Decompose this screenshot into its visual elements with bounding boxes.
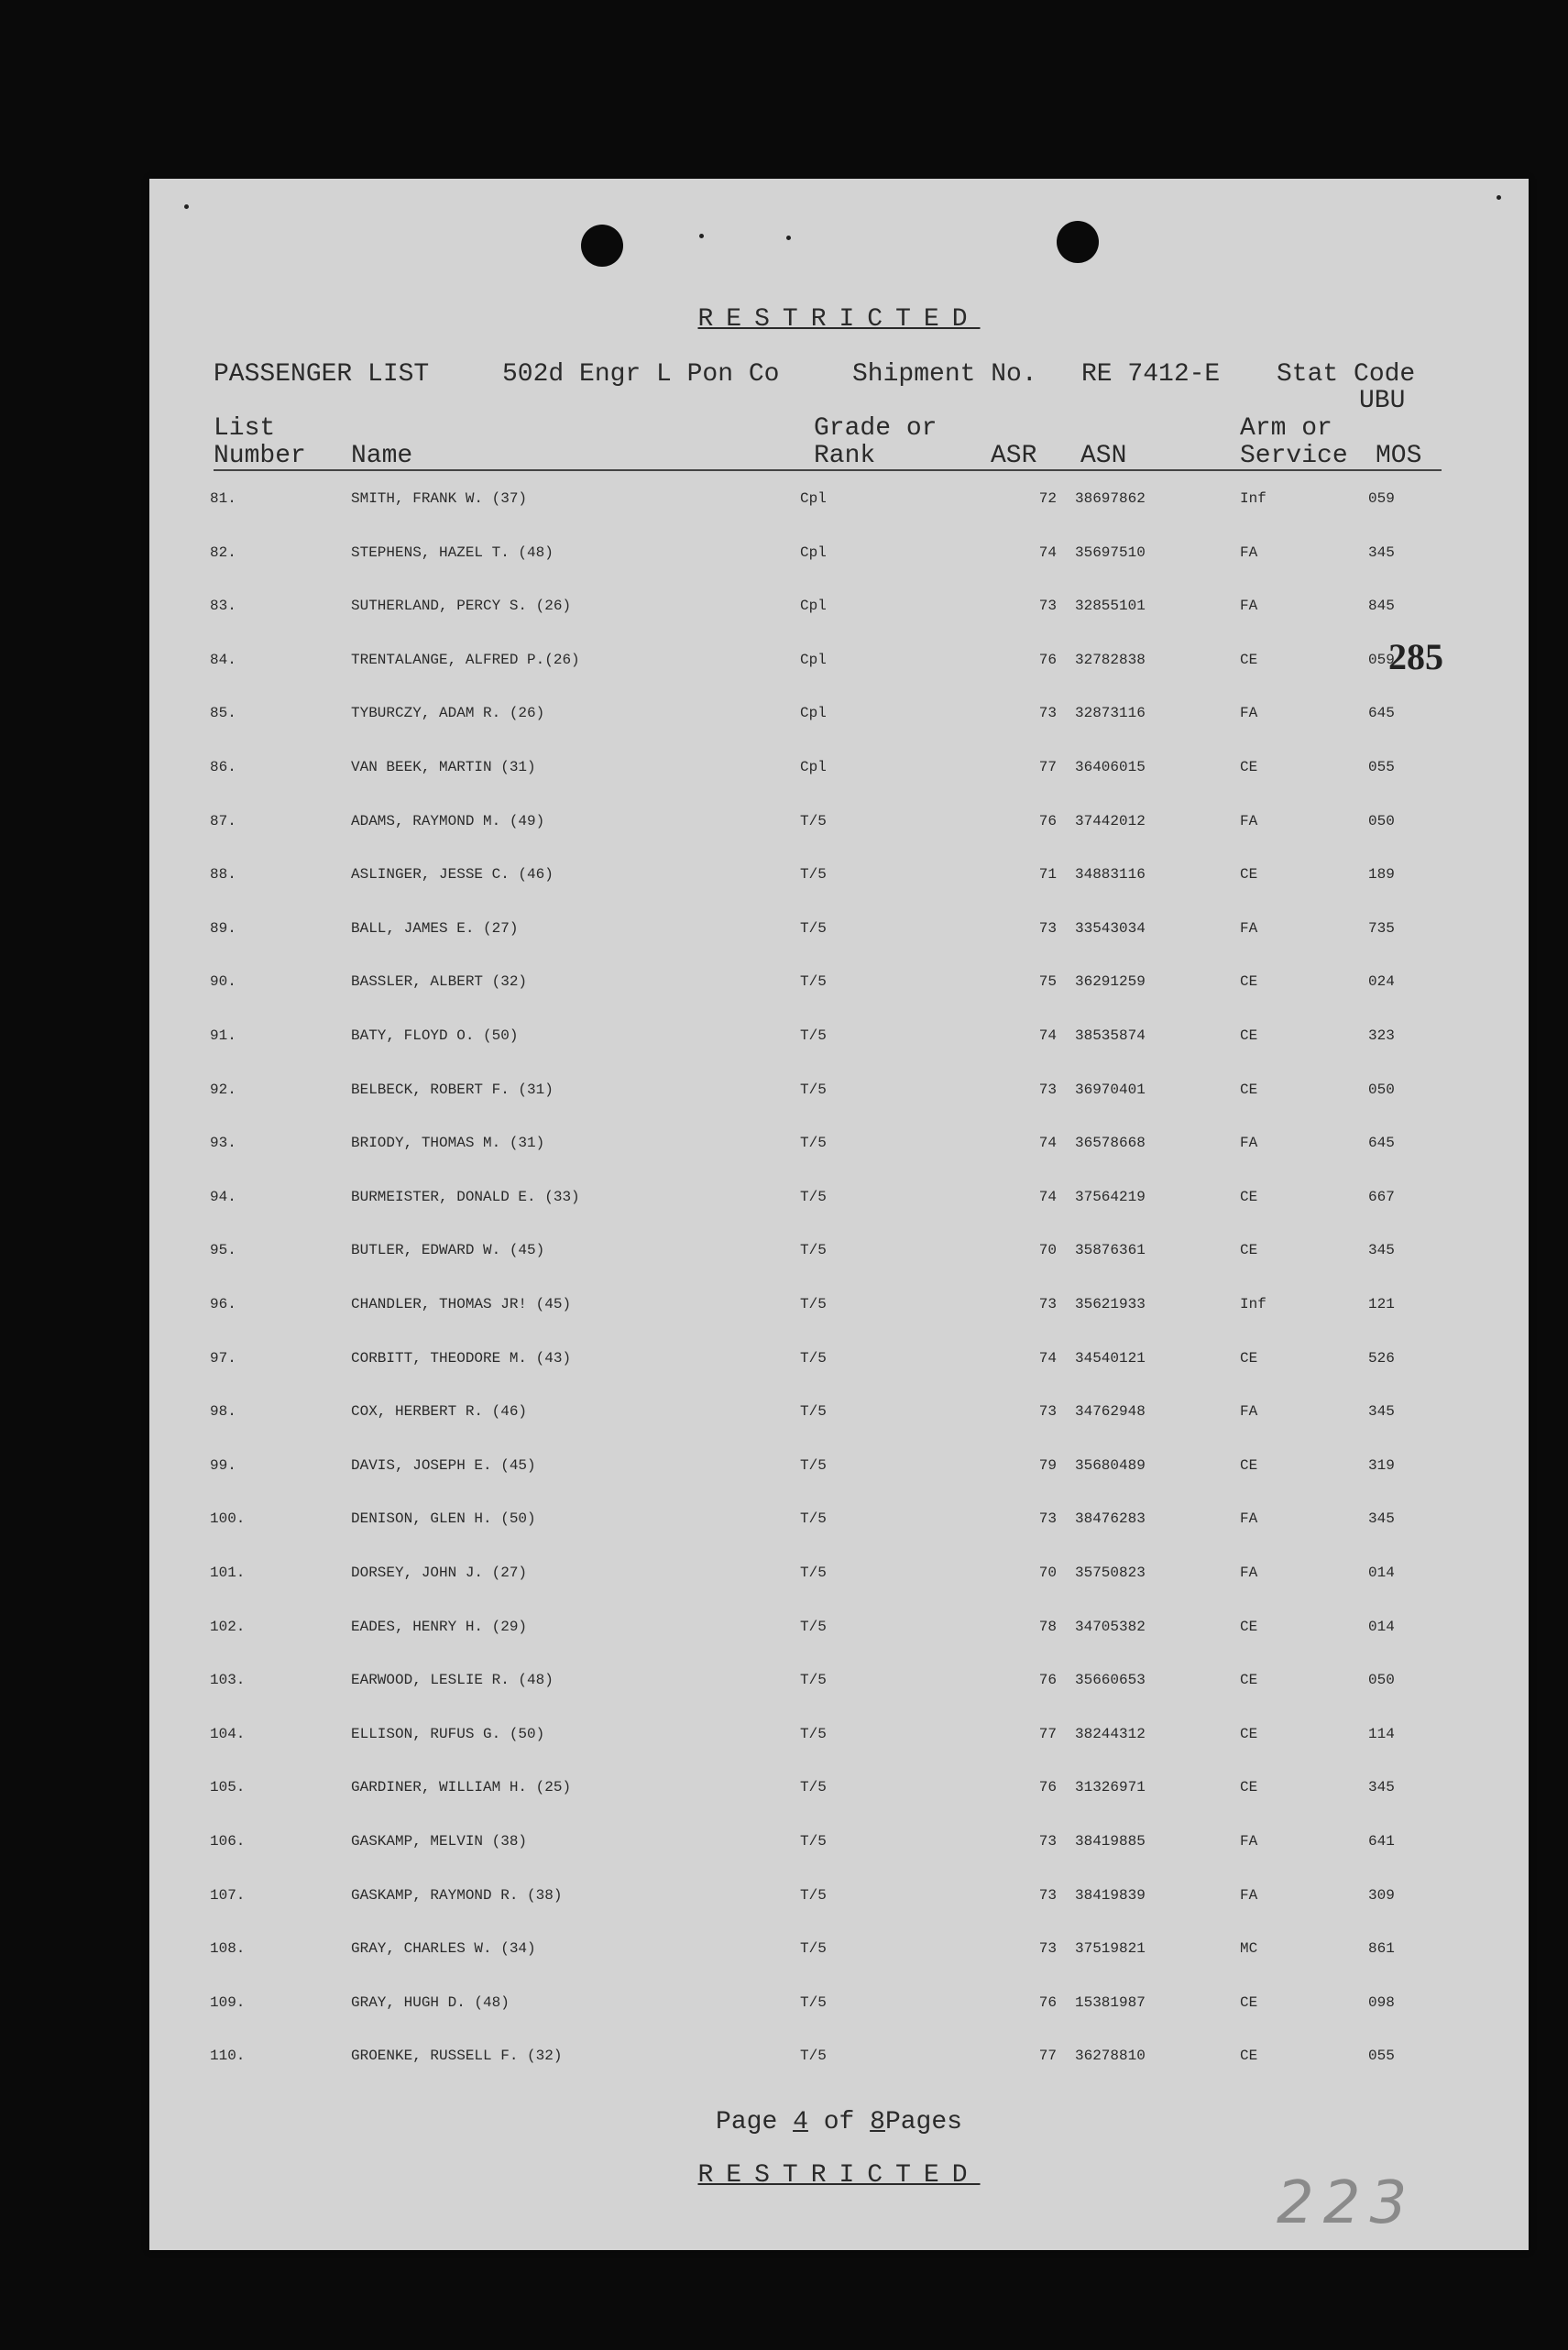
grade-rank: T/5 — [800, 1242, 827, 1259]
asn-number: 35621933 — [1075, 1296, 1146, 1312]
asr-score: 76 — [1038, 1672, 1057, 1689]
document-page — [149, 179, 1529, 2250]
page-number: 4 — [793, 2108, 808, 2136]
list-number: 99. — [210, 1456, 236, 1474]
passenger-name: DAVIS, JOSEPH E. (45) — [351, 1456, 536, 1474]
asn-number: 38419839 — [1075, 1886, 1146, 1904]
page-footer — [149, 2108, 1529, 2136]
passenger-name: ASLINGER, JESSE C. (46) — [351, 866, 554, 884]
asr-score: 76 — [1038, 1993, 1057, 2011]
arm-service: CE — [1240, 1027, 1258, 1044]
asn-number: 34883116 — [1075, 866, 1146, 884]
list-number: 101. — [210, 1565, 246, 1581]
passenger-name: GROENKE, RUSSELL F. (32) — [351, 2048, 563, 2065]
speck — [1497, 195, 1501, 200]
passenger-name: CORBITT, THEODORE M. (43) — [351, 1349, 572, 1367]
arm-service: CE — [1240, 1725, 1258, 1742]
asn-number: 33543034 — [1075, 919, 1146, 937]
col-rank-label: Rank — [814, 442, 876, 470]
passenger-name: SUTHERLAND, PERCY S. (26) — [351, 598, 572, 615]
mos-code: 526 — [1368, 1349, 1395, 1367]
mos-code: 845 — [1368, 598, 1395, 615]
passenger-name: STEPHENS, HAZEL T. (48) — [351, 544, 554, 561]
list-number: 92. — [210, 1081, 236, 1098]
mos-code: 059 — [1368, 490, 1395, 507]
asr-score: 77 — [1038, 759, 1057, 775]
passenger-name: EARWOOD, LESLIE R. (48) — [351, 1672, 554, 1689]
list-number: 84. — [210, 651, 236, 668]
shipment-number: RE 7412-E — [1081, 360, 1221, 389]
asn-number: 31326971 — [1075, 1779, 1146, 1796]
list-number: 105. — [210, 1779, 246, 1796]
table-row — [149, 1994, 1529, 2048]
asr-score: 77 — [1038, 1725, 1057, 1742]
asr-score: 79 — [1038, 1456, 1057, 1474]
asn-number: 38535874 — [1075, 1027, 1146, 1044]
list-number: 97. — [210, 1349, 236, 1367]
arm-service: CE — [1240, 651, 1258, 668]
mos-code: 121 — [1368, 1296, 1395, 1312]
table-row — [149, 2048, 1529, 2101]
arm-service: CE — [1240, 973, 1258, 991]
table-row — [149, 1135, 1529, 1188]
stat-code-label: Stat Code — [1277, 360, 1416, 389]
col-number-label: Number — [214, 442, 306, 470]
asr-score: 78 — [1038, 1618, 1057, 1635]
mos-code: 641 — [1368, 1833, 1395, 1850]
table-row — [149, 1189, 1529, 1242]
mos-code: 114 — [1368, 1725, 1395, 1742]
grade-rank: T/5 — [800, 1135, 827, 1152]
asn-number: 38419885 — [1075, 1833, 1146, 1850]
table-row — [149, 490, 1529, 544]
table-row — [149, 1457, 1529, 1510]
asn-number: 34540121 — [1075, 1349, 1146, 1367]
asr-score: 73 — [1038, 1940, 1057, 1958]
list-number: 104. — [210, 1725, 246, 1742]
grade-rank: T/5 — [800, 1565, 827, 1581]
asr-score: 73 — [1038, 1510, 1057, 1528]
grade-rank: Cpl — [800, 490, 827, 507]
asn-number: 34705382 — [1075, 1618, 1146, 1635]
grade-rank: T/5 — [800, 1027, 827, 1044]
asr-score: 70 — [1038, 1565, 1057, 1581]
list-number: 106. — [210, 1833, 246, 1850]
list-number: 98. — [210, 1403, 236, 1421]
asr-score: 76 — [1038, 651, 1057, 668]
total-pages: 8 — [870, 2108, 885, 2136]
stat-code-value: UBU — [1359, 387, 1406, 415]
passenger-name: EADES, HENRY H. (29) — [351, 1618, 528, 1635]
pages-label: Pages — [884, 2108, 962, 2136]
asr-score: 74 — [1038, 544, 1057, 561]
mos-code: 055 — [1368, 2048, 1395, 2065]
list-number: 102. — [210, 1618, 246, 1635]
mos-code: 345 — [1368, 1779, 1395, 1796]
table-row — [149, 1403, 1529, 1456]
header-unit: 502d Engr L Pon Co — [502, 360, 780, 389]
arm-service: FA — [1240, 544, 1258, 561]
grade-rank: T/5 — [800, 1296, 827, 1312]
list-number: 100. — [210, 1510, 246, 1528]
asr-score: 74 — [1038, 1135, 1057, 1152]
asr-score: 71 — [1038, 866, 1057, 884]
asn-number: 35680489 — [1075, 1456, 1146, 1474]
mos-code: 345 — [1368, 1242, 1395, 1259]
arm-service: CE — [1240, 759, 1258, 775]
table-row — [149, 920, 1529, 973]
arm-service: MC — [1240, 1940, 1258, 1958]
grade-rank: T/5 — [800, 1188, 827, 1205]
passenger-name: BELBECK, ROBERT F. (31) — [351, 1081, 554, 1098]
arm-service: CE — [1240, 866, 1258, 884]
mos-code: 050 — [1368, 812, 1395, 829]
passenger-name: TYBURCZY, ADAM R. (26) — [351, 705, 545, 722]
grade-rank: T/5 — [800, 1403, 827, 1421]
arm-service: CE — [1240, 1779, 1258, 1796]
col-list-number — [214, 415, 306, 470]
asn-number: 32855101 — [1075, 598, 1146, 615]
asn-number: 36291259 — [1075, 973, 1146, 991]
header-title: PASSENGER LIST — [214, 360, 430, 389]
mos-code: 098 — [1368, 1993, 1395, 2011]
passenger-name: COX, HERBERT R. (46) — [351, 1403, 528, 1421]
mos-code: 645 — [1368, 1135, 1395, 1152]
grade-rank: T/5 — [800, 1456, 827, 1474]
mos-code: 319 — [1368, 1456, 1395, 1474]
list-number: 89. — [210, 919, 236, 937]
mos-code: 323 — [1368, 1027, 1395, 1044]
table-row — [149, 1833, 1529, 1886]
grade-rank: T/5 — [800, 919, 827, 937]
grade-rank: T/5 — [800, 1779, 827, 1796]
asr-score: 73 — [1038, 1081, 1057, 1098]
asn-number: 32873116 — [1075, 705, 1146, 722]
list-number: 110. — [210, 2048, 246, 2065]
asn-number: 36970401 — [1075, 1081, 1146, 1098]
passenger-name: BUTLER, EDWARD W. (45) — [351, 1242, 545, 1259]
grade-rank: Cpl — [800, 544, 827, 561]
grade-rank: T/5 — [800, 812, 827, 829]
mos-code: 050 — [1368, 1081, 1395, 1098]
restricted-footer: RESTRICTED — [697, 2161, 981, 2190]
arm-service: Inf — [1240, 1296, 1266, 1312]
passenger-name: ADAMS, RAYMOND M. (49) — [351, 812, 545, 829]
grade-rank: T/5 — [800, 1940, 827, 1958]
table-row — [149, 652, 1529, 705]
asr-score: 73 — [1038, 1296, 1057, 1312]
asr-score: 70 — [1038, 1242, 1057, 1259]
table-row — [149, 866, 1529, 919]
col-list-label: List — [214, 414, 276, 443]
col-asr: ASR — [991, 442, 1037, 470]
list-number: 91. — [210, 1027, 236, 1044]
asn-number: 38244312 — [1075, 1725, 1146, 1742]
asr-score: 72 — [1038, 490, 1057, 507]
asn-number: 37519821 — [1075, 1940, 1146, 1958]
speck — [184, 204, 189, 209]
grade-rank: T/5 — [800, 1081, 827, 1098]
asn-number: 15381987 — [1075, 1993, 1146, 2011]
mos-code: 014 — [1368, 1618, 1395, 1635]
table-row — [149, 598, 1529, 651]
table-row — [149, 1779, 1529, 1832]
list-number: 81. — [210, 490, 236, 507]
list-number: 88. — [210, 866, 236, 884]
asn-number: 38697862 — [1075, 490, 1146, 507]
arm-service: FA — [1240, 598, 1258, 615]
grade-rank: Cpl — [800, 705, 827, 722]
arm-service: FA — [1240, 1833, 1258, 1850]
mos-code: 189 — [1368, 866, 1395, 884]
arm-service: CE — [1240, 2048, 1258, 2065]
mos-code: 050 — [1368, 1672, 1395, 1689]
grade-rank: T/5 — [800, 1725, 827, 1742]
asr-score: 74 — [1038, 1188, 1057, 1205]
arm-service: CE — [1240, 1081, 1258, 1098]
grade-rank: T/5 — [800, 1349, 827, 1367]
list-number: 109. — [210, 1993, 246, 2011]
asn-number: 37442012 — [1075, 812, 1146, 829]
table-row — [149, 973, 1529, 1027]
passenger-name: BATY, FLOYD O. (50) — [351, 1027, 519, 1044]
grade-rank: T/5 — [800, 1833, 827, 1850]
grade-rank: T/5 — [800, 866, 827, 884]
asn-number: 34762948 — [1075, 1403, 1146, 1421]
passenger-name: GASKAMP, MELVIN (38) — [351, 1833, 528, 1850]
arm-service: CE — [1240, 1188, 1258, 1205]
of-label: of — [823, 2108, 855, 2136]
list-number: 82. — [210, 544, 236, 561]
arm-service: FA — [1240, 1565, 1258, 1581]
arm-service: CE — [1240, 1618, 1258, 1635]
table-row — [149, 705, 1529, 758]
table-row — [149, 1940, 1529, 1993]
arm-service: FA — [1240, 812, 1258, 829]
col-name: Name — [351, 442, 413, 470]
header-rule — [214, 469, 1442, 471]
mos-code: 667 — [1368, 1188, 1395, 1205]
grade-rank: T/5 — [800, 1993, 827, 2011]
list-number: 85. — [210, 705, 236, 722]
page-stamp-number: 285 — [1388, 636, 1443, 677]
arm-service: Inf — [1240, 490, 1266, 507]
mos-code: 735 — [1368, 919, 1395, 937]
asr-score: 73 — [1038, 1886, 1057, 1904]
grade-rank: T/5 — [800, 1618, 827, 1635]
list-number: 94. — [210, 1188, 236, 1205]
passenger-name: BALL, JAMES E. (27) — [351, 919, 519, 937]
mos-code: 059 — [1368, 651, 1395, 668]
restricted-heading: RESTRICTED — [697, 305, 981, 334]
col-grade-label: Grade or — [814, 414, 938, 443]
table-row — [149, 544, 1529, 598]
col-grade — [814, 415, 937, 470]
grade-rank: Cpl — [800, 651, 827, 668]
mos-code: 645 — [1368, 705, 1395, 722]
asn-number: 36406015 — [1075, 759, 1146, 775]
asr-score: 76 — [1038, 1779, 1057, 1796]
arm-service: CE — [1240, 1349, 1258, 1367]
table-row — [149, 1565, 1529, 1618]
table-row — [149, 1726, 1529, 1779]
handwritten-number: 223 — [1277, 2169, 1417, 2237]
speck — [699, 234, 704, 238]
arm-service: FA — [1240, 919, 1258, 937]
page-label: Page — [716, 2108, 778, 2136]
grade-rank: T/5 — [800, 2048, 827, 2065]
table-row — [149, 1619, 1529, 1672]
table-row — [149, 813, 1529, 866]
mos-code: 024 — [1368, 973, 1395, 991]
list-number: 93. — [210, 1135, 236, 1152]
arm-service: FA — [1240, 1403, 1258, 1421]
passenger-name: GRAY, CHARLES W. (34) — [351, 1940, 536, 1958]
col-arm — [1240, 415, 1348, 470]
grade-rank: Cpl — [800, 598, 827, 615]
col-service-label: Service — [1240, 442, 1348, 470]
grade-rank: Cpl — [800, 759, 827, 775]
asr-score: 73 — [1038, 598, 1057, 615]
list-number: 90. — [210, 973, 236, 991]
table-row — [149, 759, 1529, 812]
asn-number: 35876361 — [1075, 1242, 1146, 1259]
passenger-name: VAN BEEK, MARTIN (31) — [351, 759, 536, 775]
table-row — [149, 1296, 1529, 1349]
list-number: 83. — [210, 598, 236, 615]
table-row — [149, 1082, 1529, 1135]
list-number: 107. — [210, 1886, 246, 1904]
arm-service: FA — [1240, 1510, 1258, 1528]
mos-code: 345 — [1368, 1510, 1395, 1528]
asn-number: 37564219 — [1075, 1188, 1146, 1205]
table-row — [149, 1887, 1529, 1940]
asr-score: 76 — [1038, 812, 1057, 829]
mos-code: 345 — [1368, 544, 1395, 561]
asn-number: 32782838 — [1075, 651, 1146, 668]
punch-hole — [581, 225, 623, 267]
grade-rank: T/5 — [800, 1510, 827, 1528]
asn-number: 35660653 — [1075, 1672, 1146, 1689]
arm-service: CE — [1240, 1672, 1258, 1689]
asn-number: 35697510 — [1075, 544, 1146, 561]
list-number: 96. — [210, 1296, 236, 1312]
asr-score: 73 — [1038, 1833, 1057, 1850]
mos-code: 345 — [1368, 1403, 1395, 1421]
passenger-name: DORSEY, JOHN J. (27) — [351, 1565, 528, 1581]
passenger-name: GARDINER, WILLIAM H. (25) — [351, 1779, 572, 1796]
grade-rank: T/5 — [800, 1886, 827, 1904]
arm-service: CE — [1240, 1456, 1258, 1474]
mos-code: 055 — [1368, 759, 1395, 775]
punch-hole — [1057, 221, 1099, 263]
list-number: 87. — [210, 812, 236, 829]
table-row — [149, 1350, 1529, 1403]
passenger-name: SMITH, FRANK W. (37) — [351, 490, 528, 507]
asn-number: 35750823 — [1075, 1565, 1146, 1581]
passenger-name: ELLISON, RUFUS G. (50) — [351, 1725, 545, 1742]
table-row — [149, 1242, 1529, 1295]
table-row — [149, 1027, 1529, 1081]
asn-number: 36278810 — [1075, 2048, 1146, 2065]
speck — [786, 236, 791, 240]
asr-score: 77 — [1038, 2048, 1057, 2065]
grade-rank: T/5 — [800, 973, 827, 991]
table-row — [149, 1510, 1529, 1564]
arm-service: CE — [1240, 1993, 1258, 2011]
passenger-name: DENISON, GLEN H. (50) — [351, 1510, 536, 1528]
col-arm-label: Arm or — [1240, 414, 1332, 443]
mos-code: 861 — [1368, 1940, 1395, 1958]
arm-service: FA — [1240, 705, 1258, 722]
passenger-name: CHANDLER, THOMAS JR! (45) — [351, 1296, 572, 1312]
asr-score: 74 — [1038, 1027, 1057, 1044]
asr-score: 75 — [1038, 973, 1057, 991]
asr-score: 74 — [1038, 1349, 1057, 1367]
list-number: 103. — [210, 1672, 246, 1689]
asn-number: 38476283 — [1075, 1510, 1146, 1528]
list-number: 86. — [210, 759, 236, 775]
shipment-label: Shipment No. — [852, 360, 1037, 389]
arm-service: FA — [1240, 1135, 1258, 1152]
passenger-name: TRENTALANGE, ALFRED P.(26) — [351, 651, 580, 668]
arm-service: FA — [1240, 1886, 1258, 1904]
asn-number: 36578668 — [1075, 1135, 1146, 1152]
passenger-name: BRIODY, THOMAS M. (31) — [351, 1135, 545, 1152]
asr-score: 73 — [1038, 705, 1057, 722]
col-asn: ASN — [1080, 442, 1127, 470]
passenger-name: GASKAMP, RAYMOND R. (38) — [351, 1886, 563, 1904]
table-row — [149, 1672, 1529, 1725]
passenger-name: BURMEISTER, DONALD E. (33) — [351, 1188, 580, 1205]
asr-score: 73 — [1038, 919, 1057, 937]
col-mos: MOS — [1376, 442, 1422, 470]
passenger-name: BASSLER, ALBERT (32) — [351, 973, 528, 991]
list-number: 95. — [210, 1242, 236, 1259]
mos-code: 309 — [1368, 1886, 1395, 1904]
arm-service: CE — [1240, 1242, 1258, 1259]
passenger-name: GRAY, HUGH D. (48) — [351, 1993, 510, 2011]
list-number: 108. — [210, 1940, 246, 1958]
grade-rank: T/5 — [800, 1672, 827, 1689]
asr-score: 73 — [1038, 1403, 1057, 1421]
mos-code: 014 — [1368, 1565, 1395, 1581]
